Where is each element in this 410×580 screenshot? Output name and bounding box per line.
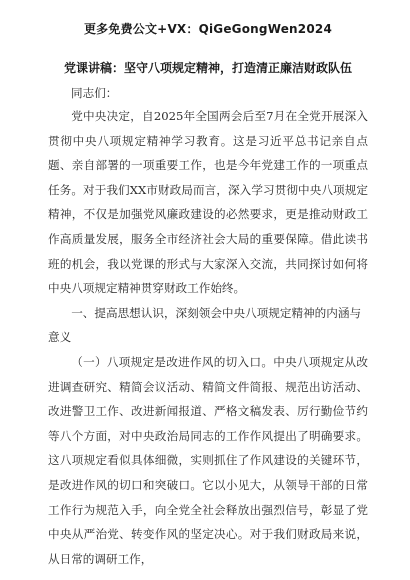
intro-paragraph: 党中央决定，自2025年全国两会后至7月在全党开展深入贯彻中央八项规定精神学习教育。这是习近平总书记亲自点题、亲自部署的一项重要工作，也是今年党建工作的一项重点任务。对于我们XX市财政局而言，深入学习贯彻中央八项规定精神，不仅是加强党风廉政建设的必然要求，更是推动财政工作高质量发展，服务全市经济社会大局的重要保障。借此读书班的机会，我以党课的形式与大家深入交流，共同探讨如何将中央八项规定精神贯穿财政工作始终。: [48, 109, 368, 296]
subsection-paragraph: （一）八项规定是改进作风的切入口。中央八项规定从改进调查研究、精简会议活动、精简文件简报、规范出访活动、改进警卫工作、改进新闻报道、严格文稿发表、厉行勤俭节约等八个方面，对中央政治局同志的工作作风提出了明确要求。这八项规定看似具体细微，实则抓住了作风建设的关键环节，是改进作风的切口和突破口。它以小见大，从领导干部的日常工作行为规范入手，向全党全社会释放出强烈信号，彰显了党中央从严治党、转变作风的坚定决心。对于我们财政局来说，从日常的调研工作，: [48, 354, 368, 566]
salutation: 同志们：: [71, 86, 118, 100]
document-title: 党课讲稿：坚守八项规定精神，打造清正廉洁财政队伍: [63, 61, 352, 75]
section-heading: 一、提高思想认识，深刻领会中央八项规定精神的内涵与意义: [48, 305, 362, 345]
promo-header: 更多免费公文+VX：QiGeGongWen2024: [83, 22, 332, 36]
